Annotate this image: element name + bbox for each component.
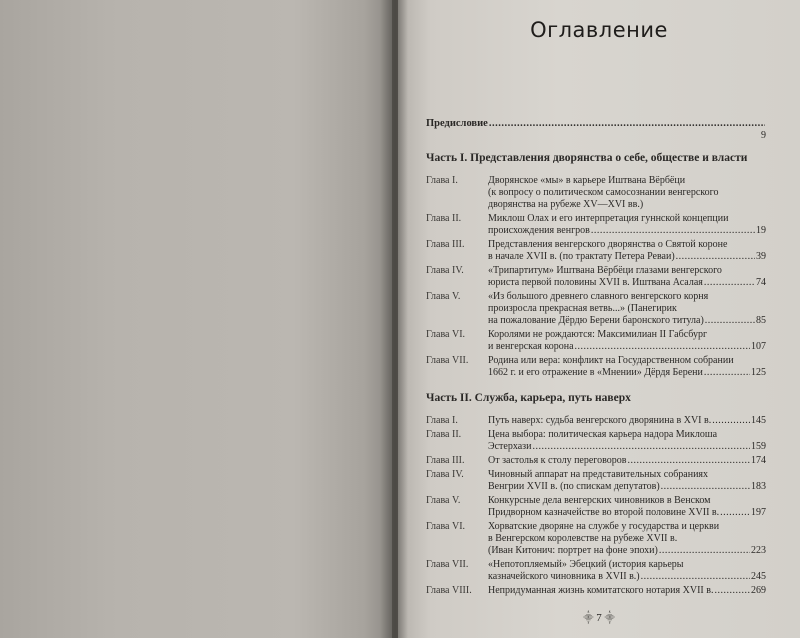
toc-entry [426,355,766,379]
toc-entry [426,521,766,557]
chapter-title [488,265,766,289]
dot-leader [704,367,750,379]
chapter-title-line [488,507,766,519]
preface-page: 9 [761,130,766,141]
toc-entry [426,469,766,493]
left-page [0,0,392,638]
chapter-label: Глава VII. [426,559,469,570]
chapter-label: Глава VI. [426,329,466,340]
chapter-page-number: 85 [756,315,766,326]
chapter-title-text: «Трипартитум» Иштвана Вёрбёци глазами венгерского [488,265,722,276]
chapter-title-line [488,495,766,507]
dot-leader [659,545,750,557]
chapter-title-text: Родина или вера: конфликт на Государственном собрании [488,355,734,366]
chapter-page-number: 183 [751,481,766,492]
part2-chapters [426,415,766,597]
chapter-title-text: юриста первой половины XVII в. Иштвана Асалая [488,277,703,288]
chapter-title-text: дворянства на рубеже XV—XVI вв.) [488,199,644,210]
chapter-page-number: 107 [751,341,766,352]
chapter-title [488,415,766,427]
chapter-title-line [488,303,766,315]
toc-entry [426,175,766,211]
table-of-contents [426,118,766,599]
chapter-label: Глава VIII. [426,585,472,596]
chapter-title-text: Представления венгерского дворянства о Святой короне [488,239,728,250]
dot-leader [661,481,750,493]
chapter-title-line [488,277,766,289]
chapter-title-line [488,175,766,187]
chapter-page-number: 269 [751,585,766,596]
chapter-title-text: (Иван Китонич: портрет на фоне эпохи) [488,545,658,556]
chapter-title-text: От застолья к столу переговоров [488,455,627,466]
chapter-title-text: произросла прекрасная ветвь...» (Панегирик [488,303,677,314]
toc-entry [426,585,766,597]
preface-title: Предисловие [426,118,488,129]
chapter-title-text: Дворянское «мы» в карьере Иштвана Вёрбёци [488,175,686,186]
chapter-title-text: Венгрии XVII в. (по спискам депутатов) [488,481,660,492]
chapter-title [488,291,766,327]
chapter-title-line [488,265,766,277]
chapter-title-text: Эстерхази [488,441,532,452]
chapter-title-line [488,213,766,225]
chapter-title-text: Непридуманная жизнь комитатского нотария XVII в. [488,585,714,596]
chapter-title [488,213,766,237]
ornament-left-icon: ⸎ [583,613,594,624]
chapter-title [488,469,766,493]
chapter-title-text: Королями не рождаются: Максимилиан II Габсбург [488,329,708,340]
chapter-title [488,329,766,353]
chapter-title-line [488,367,766,379]
chapter-label: Глава III. [426,455,465,466]
chapter-page-number: 245 [751,571,766,582]
chapter-title-text: казначейского чиновника в XVII в.) [488,571,640,582]
chapter-title-line [488,355,766,367]
dot-leader [714,585,750,597]
dot-leader [628,455,750,467]
chapter-title [488,521,766,557]
chapter-title-text: происхождения венгров [488,225,590,236]
chapter-title [488,175,766,211]
chapter-label: Глава IV. [426,469,464,480]
part2-heading: Часть II. Служба, карьера, путь наверх [426,392,631,404]
chapter-title [488,355,766,379]
chapter-title-line [488,225,766,237]
chapter-title-line [488,199,766,211]
chapter-title [488,429,766,453]
dot-leader [489,118,765,130]
chapter-title-text: в Венгерском королевстве на рубеже XVII в. [488,533,678,544]
chapter-title-line [488,521,766,533]
chapter-label: Глава III. [426,239,465,250]
chapter-page-number: 197 [751,507,766,518]
chapter-title-line [488,329,766,341]
chapter-title-line [488,545,766,557]
toc-entry [426,239,766,263]
chapter-title [488,239,766,263]
dot-leader [720,507,750,519]
chapter-label: Глава I. [426,415,458,426]
chapter-page-number: 145 [751,415,766,426]
chapter-page-number: 223 [751,545,766,556]
chapter-title-text: «Непотопляемый» Эбецкий (история карьеры [488,559,684,570]
page-title: Оглавление [530,18,668,42]
chapter-title-line [488,429,766,441]
toc-entry [426,213,766,237]
chapter-page-number: 159 [751,441,766,452]
chapter-page-number: 174 [751,455,766,466]
chapter-label: Глава V. [426,495,461,506]
chapter-label: Глава II. [426,429,462,440]
chapter-title-line [488,469,766,481]
page-footer [398,610,800,624]
chapter-title-text: Миклош Олах и его интерпретация гуннской концепции [488,213,729,224]
chapter-title [488,559,766,583]
book-gutter [380,0,408,638]
chapter-title-line [488,481,766,493]
chapter-title-text: и венгерская корона [488,341,574,352]
chapter-title [488,495,766,519]
chapter-title-line [488,239,766,251]
chapter-title-line [488,187,766,199]
dot-leader [532,441,750,453]
part1-heading: Часть I. Представления дворянства о себе, обществе и власти [426,152,748,164]
toc-entry [426,559,766,583]
chapter-label: Глава VI. [426,521,466,532]
chapter-label: Глава II. [426,213,462,224]
right-page [398,0,800,638]
chapter-page-number: 74 [756,277,766,288]
chapter-title-text: Конкурсные дела венгерских чиновников в Венском [488,495,711,506]
toc-entry [426,455,766,467]
chapter-title-line [488,585,766,597]
chapter-title-text: в начале XVII в. (по трактату Петера Реваи) [488,251,675,262]
chapter-page-number: 19 [756,225,766,236]
toc-entry [426,265,766,289]
chapter-title-line [488,341,766,353]
chapter-page-number: 125 [751,367,766,378]
chapter-title-text: 1662 г. и его отражение в «Мнении» Дёрдя Берени [488,367,703,378]
chapter-title-text: Чиновный аппарат на представительных собраниях [488,469,709,480]
chapter-title [488,455,766,467]
chapter-title-line [488,415,766,427]
toc-entry [426,495,766,519]
page-number: 7 [596,612,602,624]
chapter-title-text: Придворном казначействе во второй половине XVII в. [488,507,720,518]
toc-entry [426,291,766,327]
dot-leader [641,571,750,583]
dot-leader [705,315,755,327]
dot-leader [575,341,750,353]
dot-leader [591,225,755,237]
chapter-title-text: Хорватские дворяне на службе у государства и церкви [488,521,720,532]
toc-entry [426,429,766,453]
chapter-title-text: Цена выбора: политическая карьера надора Миклоша [488,429,718,440]
chapter-title-text: «Из большого древнего славного венгерского корня [488,291,709,302]
part1-chapters [426,175,766,379]
chapter-title-line [488,291,766,303]
dot-leader [704,277,755,289]
toc-preface [426,118,766,130]
toc-entry [426,415,766,427]
dot-leader [676,251,755,263]
chapter-title-line [488,441,766,453]
chapter-label: Глава VII. [426,355,469,366]
chapter-title-text: на пожалование Дёрдю Берени баронского титула) [488,315,704,326]
chapter-page-number: 39 [756,251,766,262]
chapter-label: Глава I. [426,175,458,186]
chapter-title-text: (к вопросу о политическом самосознании венгерского [488,187,719,198]
chapter-title-text: Путь наверх: судьба венгерского дворянина в XVI в. [488,415,712,426]
chapter-title-line [488,559,766,571]
chapter-title [488,585,766,597]
ornament-right-icon: ⸎ [604,613,615,624]
chapter-label: Глава IV. [426,265,464,276]
chapter-title-line [488,315,766,327]
chapter-title-line [488,571,766,583]
chapter-title-line [488,533,766,545]
toc-entry [426,329,766,353]
chapter-title-line [488,251,766,263]
chapter-title-line [488,455,766,467]
dot-leader [712,415,750,427]
chapter-label: Глава V. [426,291,461,302]
